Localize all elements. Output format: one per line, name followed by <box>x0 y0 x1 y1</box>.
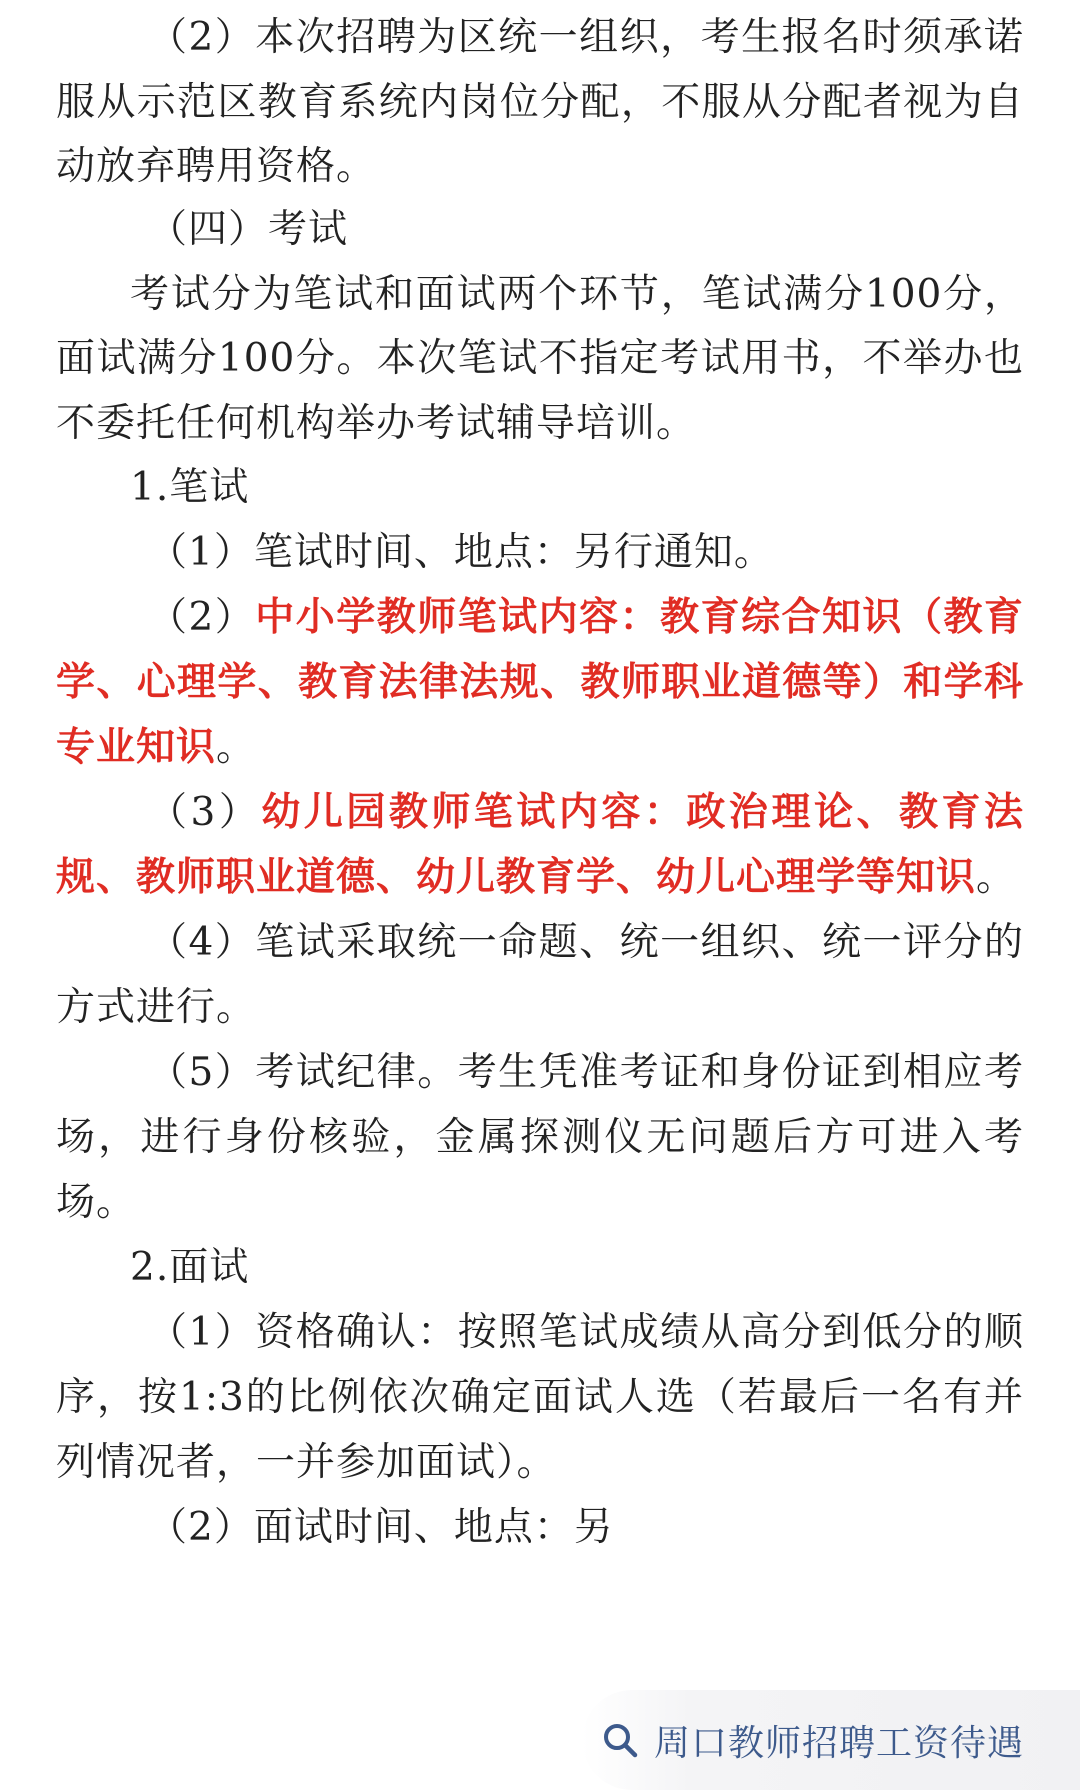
paragraph-line: 动放弃聘用资格。 <box>56 144 377 189</box>
highlighted-text: 中小学教师笔试内容：教育综合知识（教育 <box>255 595 1024 640</box>
paragraph-line: （1）笔试时间、地点：另行通知。 <box>148 530 774 575</box>
paragraph-line: 场。 <box>56 1180 137 1225</box>
paragraph-line: （4）笔试采取统一命题、统一组织、统一评分的 <box>148 920 1024 965</box>
section-heading: （四）考试 <box>148 207 349 252</box>
paragraph-line: （2）面试时间、地点：另 <box>148 1505 614 1550</box>
highlighted-text: 规、教师职业道德、幼儿教育学、幼儿心理学等知识 <box>56 855 977 900</box>
paragraph-line: 场，进行身份核验，金属探测仪无问题后方可进入考 <box>56 1115 1024 1160</box>
search-suggestion-button[interactable] <box>582 1690 1080 1790</box>
item-number: （2） <box>148 595 256 640</box>
paragraph-line <box>148 783 1024 843</box>
paragraph-line: 方式进行。 <box>56 985 257 1030</box>
paragraph-line <box>148 588 1024 648</box>
highlighted-text: 专业知识 <box>56 725 217 770</box>
punctuation: 。 <box>976 855 1017 900</box>
highlighted-text: 学、心理学、教育法律法规、教师职业道德等）和学科 <box>56 660 1024 705</box>
paragraph-line: 服从示范区教育系统内岗位分配，不服从分配者视为自 <box>56 80 1024 125</box>
paragraph-line <box>56 848 1024 908</box>
paragraph-line: （5）考试纪律。考生凭准考证和身份证到相应考 <box>148 1050 1024 1095</box>
paragraph-line: 列情况者，一并参加面试）。 <box>56 1440 557 1485</box>
paragraph-line: 考试分为笔试和面试两个环节，笔试满分100分， <box>130 272 1024 317</box>
item-number: （3） <box>148 790 262 835</box>
search-icon <box>600 1720 640 1760</box>
paragraph-line <box>56 718 1024 778</box>
paragraph-line: 不委托任何机构举办考试辅导培训。 <box>56 401 697 446</box>
highlighted-text: 幼儿园教师笔试内容：政治理论、教育法 <box>261 790 1024 835</box>
search-query-label: 周口教师招聘工资待遇 <box>654 1722 1025 1764</box>
subsection-heading: 1.笔试 <box>130 465 250 510</box>
paragraph-line: 序，按1:3的比例依次确定面试人选（若最后一名有并 <box>56 1375 1024 1420</box>
paragraph-line: （2）本次招聘为区统一组织，考生报名时须承诺 <box>148 15 1024 60</box>
punctuation: 。 <box>216 725 257 770</box>
paragraph-line: （1）资格确认：按照笔试成绩从高分到低分的顺 <box>148 1310 1024 1355</box>
paragraph-line: 面试满分100分。本次笔试不指定考试用书，不举办也 <box>56 336 1024 381</box>
subsection-heading: 2.面试 <box>130 1245 250 1290</box>
